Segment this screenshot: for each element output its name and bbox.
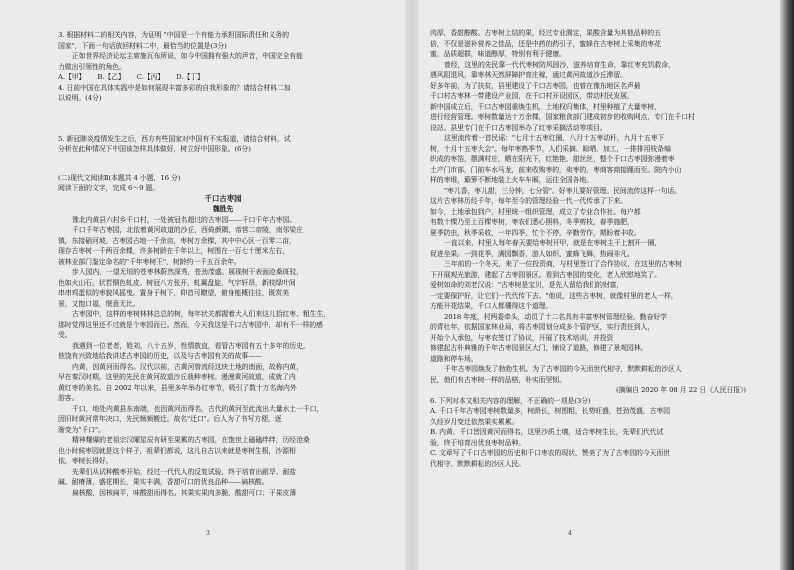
article-line: 一直以来，村里人每年春天要给枣树开甲，就是在枣树主干上割开一圈， (444, 239, 662, 247)
question-6 (430, 396, 752, 470)
article-line: 我遇到一位老者，姓刘，八十五岁，性情敦直，看管古枣园有五十多年的历史， (72, 341, 310, 350)
q6-line: 久经岁月变迁依然果实累累。 (430, 417, 519, 426)
article-line: 爱树如命的刘老汉说："古枣树是宝贝，是先人留给我们的财富， (430, 281, 624, 289)
q6-line: 6. 下列对本文相关内容的理解，不正确的一项是(3分) (430, 396, 591, 405)
section-instruction: 阅读下面的文字，完成 6～9 题。 (58, 184, 160, 192)
article-line: 他饶有兴致地给我讲述古枣园的历史，以及与古枣园有关的故事—— (58, 352, 262, 360)
article-line: 好多年前，为了扶贫，县里建设了千口古枣园，也曾在豫东地区名声最 (430, 81, 641, 90)
article-line: 的青壮年，依据国家林业局，将古枣园划分成多个管护区，实行责任到人， (430, 323, 655, 331)
q3-option-c: C.【丙】 (136, 73, 165, 81)
left-page (58, 0, 388, 570)
article-line: 民，他们有古枣树一样的品格，朴实而坚韧。 (430, 375, 566, 384)
q3-option-b: B.【乙】 (97, 73, 125, 81)
article-line: 如今，土地承包到户，村里统一组织管理，成立了专业合作社。每户都 (430, 207, 641, 216)
q6-line: C. 文章写了千口古枣园的历史和千口枣农的现状，赞美了为了古枣园的今天而世 (430, 449, 670, 457)
article-line: 精神耀爆的老祖宗汉曜星辰有研至果累的古枣园，在饱世上磕磕绊绊，历经沧桑 (72, 436, 310, 444)
q3-line: 3. 根据材料二的相关内容，为证明 "中国是一个有能力承担国际责任和义务的 (58, 31, 289, 39)
q4-line: 4. 日前中国在具体实践中是如何展现丰富多彩的自我形象的？请结合材料二加 (58, 83, 291, 92)
article-line: 先辈们从试种酸枣开始，经过一代代人的反复试验，终于培育出耐旱、耐盐 (72, 467, 297, 476)
article-line: 早在秦汉时期，这里的先民在黄河故道沙丘栽种枣树。漫漫黄河故道，成就了内 (58, 373, 296, 381)
article-body-left (58, 215, 388, 499)
article-title: 千口古枣园 (204, 193, 242, 203)
page-fold (405, 0, 419, 570)
article-line: 那时觉得这里还不过就是个枣园而已。然而，今天我这是千口古枣园中，却有不一样的感 (58, 320, 323, 329)
article-line: 一定要保护好，让它们一代代传下去。"他说，这些古枣树，就像村里的老人一样， (430, 291, 678, 300)
section-title: (二)现代文阅读Ⅱ(本题共 4 小题，16 分) (58, 173, 181, 182)
article-line: 古枣园中，这样的枣树林林总总的树，每年状关都握着大人们来这儿拾红枣、粗生生， (72, 310, 331, 318)
question-3 (58, 30, 388, 83)
article-line: 夏季防虫，秋季采收，一年四季，忙个不停，辛勤劳作，期盼着丰收。 (430, 228, 641, 237)
article-line: 被林业部门鉴定命名的"千年枣树王"，树龄约一千五百余年。 (58, 257, 241, 266)
q4-line: 以说明。(4分) (58, 94, 102, 102)
page-number: 4 (568, 530, 572, 537)
q6-line: A. 千口千年古枣园枣树数量多，树龄长，树围粗，长势旺盛，苍劲茂盛，古枣园 (430, 407, 670, 415)
article-line: 修建起古朴典雅的千年古枣园景区大门，铺设了道路，修建了景观园林。 (430, 344, 648, 352)
article-line: 新中国成立后，千口古枣园重焕生机，土地权归集体，村里种植了大量枣树， (430, 102, 661, 111)
section-heading (58, 173, 388, 194)
article-line: 豫北内黄县六村乡千口村，一处被冠名超过的古枣园——千口千年古枣园。 (72, 215, 297, 224)
article-line: 千口，地处内黄县东南端，也因黄河而得名，古代的黄河至此流出大量水土一千口， (72, 404, 324, 413)
article-line: 促进坐果。一到花季，满园飘香，游人如织，蜜蜂飞舞，热闹非凡。 (430, 249, 634, 258)
article-line: 碱、耐瘠薄，盛花期长，果实丰满，香甜可口的优良品种——扁核酸。 (58, 478, 269, 486)
page-number: 3 (206, 530, 210, 537)
article-line: 织成的枣箔，摆满村庄，晒在阳光下，红艳艳、甜丝丝，整个千口古枣园弥漫着枣 (430, 155, 675, 163)
article-line: 进行经营管理。枣树数量达十万余棵，国家粮食部门建成初步的收购网点，专门在千口村 (430, 113, 695, 121)
article-line: 镇，东接硝河坡。古枣园占地一千余亩，枣树万余棵，其中中心区一百零二亩， (58, 236, 296, 245)
article-line: 也小时候枣园就是这个样子，祖辈们都说，这儿自古以来就是枣树生根，沙源相 (58, 446, 296, 455)
article-line: 内黄，因黄河而得名。汉代以前，古黄河曾流经这块土地的南面，故称内黄， (72, 362, 303, 371)
q3-line: 国家"，下面一句话放回材料二中，最恰当的位置是(3分) (58, 41, 227, 50)
article-line: 道路和停车场。 (430, 354, 478, 363)
article-author: 魏胜先 (212, 205, 234, 213)
article-body-right (430, 28, 752, 385)
article-line: 黄红枣的美名。自 2002 年以来，县里多年举办红枣节，吸引了数十万名海内外 (58, 383, 297, 392)
article-line: 受。 (58, 331, 72, 339)
right-page (430, 0, 752, 570)
article-line: 方能开花结果，千口人都懂得这个道理。 (430, 302, 553, 310)
q3-option-a: A.【甲】 (58, 73, 86, 81)
article-line: 有数十棵乃至上百棵枣树，枣农们悉心照料，冬季剪枝，春季施肥， (430, 218, 634, 226)
q6-line: 验，终于培育出优良枣树品种。 (430, 438, 526, 447)
article-line: 三年前的一个冬天，来了一位投资商，与村里签订了合作协议，在这里的古枣树 (444, 260, 682, 268)
article-line: 现存古枣树一千两百余棵，许多树龄在千年以上，树围在一百七十厘米左右， (58, 247, 289, 255)
q6-line: 代相守、默默耕耘的沙区人民。 (430, 459, 526, 468)
article-line: 串串鸡蛋似的枣貌风摇曳。置身于树下，仰首可瞭望，俯身能概往往，既赏美 (58, 289, 289, 297)
article-line: 千口村古枣林一带建设产业园，在千口村开设园区，带动村民发展。 (430, 92, 634, 100)
article-line: 曾经，这里的先民靠一代代枣树防风固沙，滋养培育生命，靠红枣充饥救命， (444, 60, 675, 69)
q3-line: 力做出引领性的角色。 (58, 62, 126, 71)
article-line: 土产门市部，门前车水马龙，前来收购枣的，卖枣的，枣商客商接踵而至。院内小山 (430, 165, 682, 174)
article-line: 千口千年古枣园，北依着黄河故道的沙丘，西倚颜隅，帝喾二帝陵，南邻梁庄 (72, 226, 303, 234)
article-line: 游客。 (58, 394, 79, 402)
article-source: (摘编自 2020 年 08 月 22 日《人民日报》) (615, 386, 746, 394)
question-5 (58, 134, 388, 155)
article-line: 因旧时黄河常年决口，先民频频搬迁。故名"迁口"。后人为了书写方便，逐 (58, 415, 282, 423)
article-line: 肉厚，香甜醇酸。古枣树上结的果，经过专业测定，果酸含量为其他品种的五 (430, 29, 661, 37)
article-line: 渐变为"千口"。 (58, 425, 105, 434)
article-line: 遇风阻退风，靠枣林天然屏障护育庄稼，通过黄河故道沙丘滞留。 (430, 71, 627, 79)
q6-line: B. 内黄、千口皆因黄河而得名，这里沙质土壤，适合枣树生长，先辈们代代试 (430, 428, 664, 436)
article-line: 这片古枣林历经千年，每年至今的管理经验一代一代传承了下来。 (430, 197, 627, 205)
article-line: 依，枣树长得好。 (58, 457, 113, 465)
q3-line: 正如世界经济论坛主席施瓦布所说，如今中国拥有强大的声音，中国完全有能 (72, 52, 303, 60)
article-line: 蜜，品质超群，味道醇厚，特别有利于健康。 (430, 50, 566, 58)
article-line: 开始个人承包，与枣农签订了协议，开展了技术培训，并投资 (430, 333, 614, 342)
article-line: 倍，不仅是滋补营养之佳品，还是中药的药引子，蜜蜂在古枣树上采集的枣花 (430, 39, 661, 48)
article-line: 树，十月十五枣大会"。每年枣熟季节，人们采摘、晾晒、加工，一排排用枝条编 (430, 144, 671, 153)
q5-line: 分析在此种情况下中国该怎样具体做好，树立好中国形象。(6分) (58, 145, 251, 153)
article-line: 色如火山石，状若铜色虬皮。树冠八方张开，虬翼盘旋，气宇轩昂，新枝绿叶间 (58, 278, 296, 287)
question-4 (58, 83, 388, 104)
article-line: 步入园内，一望无垠的苍枣林蔚然深秀，苍劲茂盛。展现树干表面沧桑斑驳， (72, 268, 303, 276)
article-line: 扁核酸，因核扁平，味酸甜而得名。其果实果肉多脆，酸甜可口；干果皮薄 (72, 488, 297, 497)
article-line: 景，又饱口福，惬意无比。 (58, 299, 140, 308)
article-line: 样的枣堆，簸箩不断地装上火车车厢，运往全国各地。 (430, 176, 593, 184)
article-line: 下开展观光旅游，建起了古枣园景区。看到古枣园的变化，老人欣慰地笑了。 (430, 270, 661, 279)
article-line: 2018 年度，村两委牵头，动员了十二名具有丰富枣树管理经验、勤奋好学 (444, 312, 667, 321)
article-line: 这里流传着一首民谣："七月十五枣红圈，八月十五枣动秆，九月十五枣下 (444, 134, 665, 142)
article-line: "枣儿香，枣儿甜，三分钟，七分管"。好枣儿要好管理。民间流传这样一句话。 (444, 186, 682, 195)
q3-option-d: D.【丁】 (176, 73, 204, 81)
q3-options (58, 72, 388, 83)
page-edge-shadow (780, 0, 794, 570)
article-line: 设站。县里专门在千口古枣园举办了红枣采摘活动等项目。 (430, 123, 607, 132)
q5-line: 5. 新冠肺炎疫情发生之后，西方有些国家对中国有不实报道，请结合材料，试 (58, 134, 291, 143)
article-line: 千年古枣园焕发了勃勃生机。为了古枣园的今天而世代相守，默默耕耘的沙区人 (444, 365, 682, 373)
